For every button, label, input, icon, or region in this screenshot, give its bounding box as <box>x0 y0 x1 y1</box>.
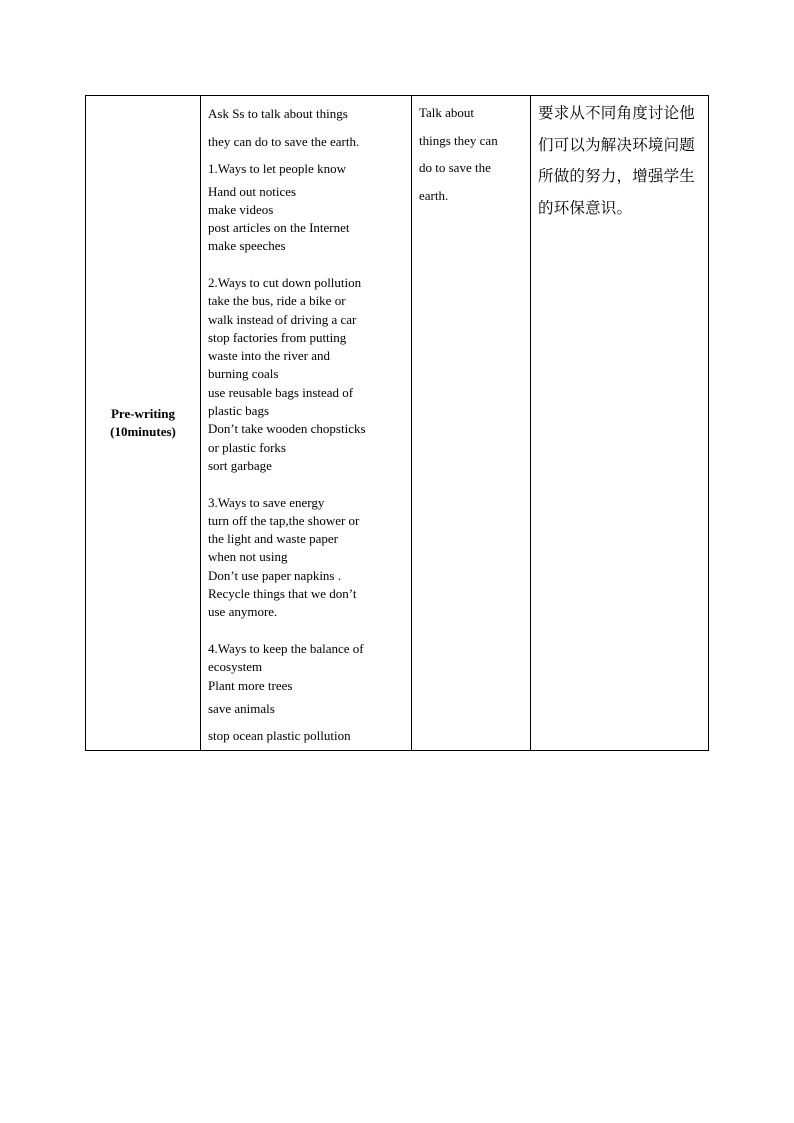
list-item: make speeches <box>208 238 286 254</box>
list-item: make videos <box>208 201 274 217</box>
purpose-cell <box>531 96 709 751</box>
list-item: ecosystem <box>208 659 263 675</box>
list-item: Hand out notices <box>208 183 297 199</box>
student-activity-cell <box>412 96 531 751</box>
spacer <box>208 256 404 274</box>
section-heading: 2.Ways to cut down pollution <box>208 274 362 290</box>
list-item: the light and waste paper <box>208 531 338 547</box>
purpose-line: 所做的努力，增强学生 <box>538 167 696 185</box>
list-item: when not using <box>208 549 288 565</box>
purpose-line: 们可以为解决环境问题 <box>538 135 696 154</box>
list-item: Recycle things that we don’t <box>208 586 357 602</box>
list-item: walk instead of driving a car <box>208 311 357 327</box>
list-item: Plant more trees <box>208 677 293 693</box>
section-heading: 1.Ways to let people know <box>208 161 346 176</box>
student-activity-line: earth. <box>419 187 449 203</box>
spacer <box>208 475 404 493</box>
list-item: or plastic forks <box>208 439 286 455</box>
student-activity-line: things they can <box>419 132 498 148</box>
section-heading: 3.Ways to save energy <box>208 494 325 510</box>
stage-name: Pre-writing <box>110 405 176 421</box>
student-activity-line: do to save the <box>419 160 491 175</box>
student-activity-line: Talk about <box>419 105 475 120</box>
list-item: use reusable bags instead of <box>208 384 354 400</box>
list-item: waste into the river and <box>208 348 331 364</box>
stage-cell <box>86 96 201 751</box>
table-row <box>86 96 709 751</box>
lesson-plan-table <box>85 95 709 751</box>
list-item: Don’t use paper napkins . <box>208 567 341 583</box>
list-item: turn off the tap,the shower or <box>208 512 360 528</box>
list-item: burning coals <box>208 366 279 382</box>
list-item: take the bus, ride a bike or <box>208 293 346 309</box>
stage-time: (10minutes) <box>110 423 176 439</box>
list-item: post articles on the Internet <box>208 220 350 236</box>
teacher-activity-cell <box>201 96 412 751</box>
intro-line: they can do to save the earth. <box>208 133 360 149</box>
list-item: sort garbage <box>208 457 272 473</box>
section-heading: 4.Ways to keep the balance of <box>208 640 364 656</box>
list-item: stop ocean plastic pollution <box>208 728 351 744</box>
list-item: Don’t take wooden chopsticks <box>208 421 366 437</box>
list-item: stop factories from putting <box>208 329 347 345</box>
purpose-line: 要求从不同角度讨论他 <box>538 104 696 122</box>
list-item: use anymore. <box>208 604 278 620</box>
spacer <box>208 622 404 640</box>
purpose-line: 的环保意识。 <box>538 198 633 217</box>
intro-line: Ask Ss to talk about things <box>208 106 348 121</box>
list-item: save animals <box>208 700 275 716</box>
list-item: plastic bags <box>208 403 270 419</box>
